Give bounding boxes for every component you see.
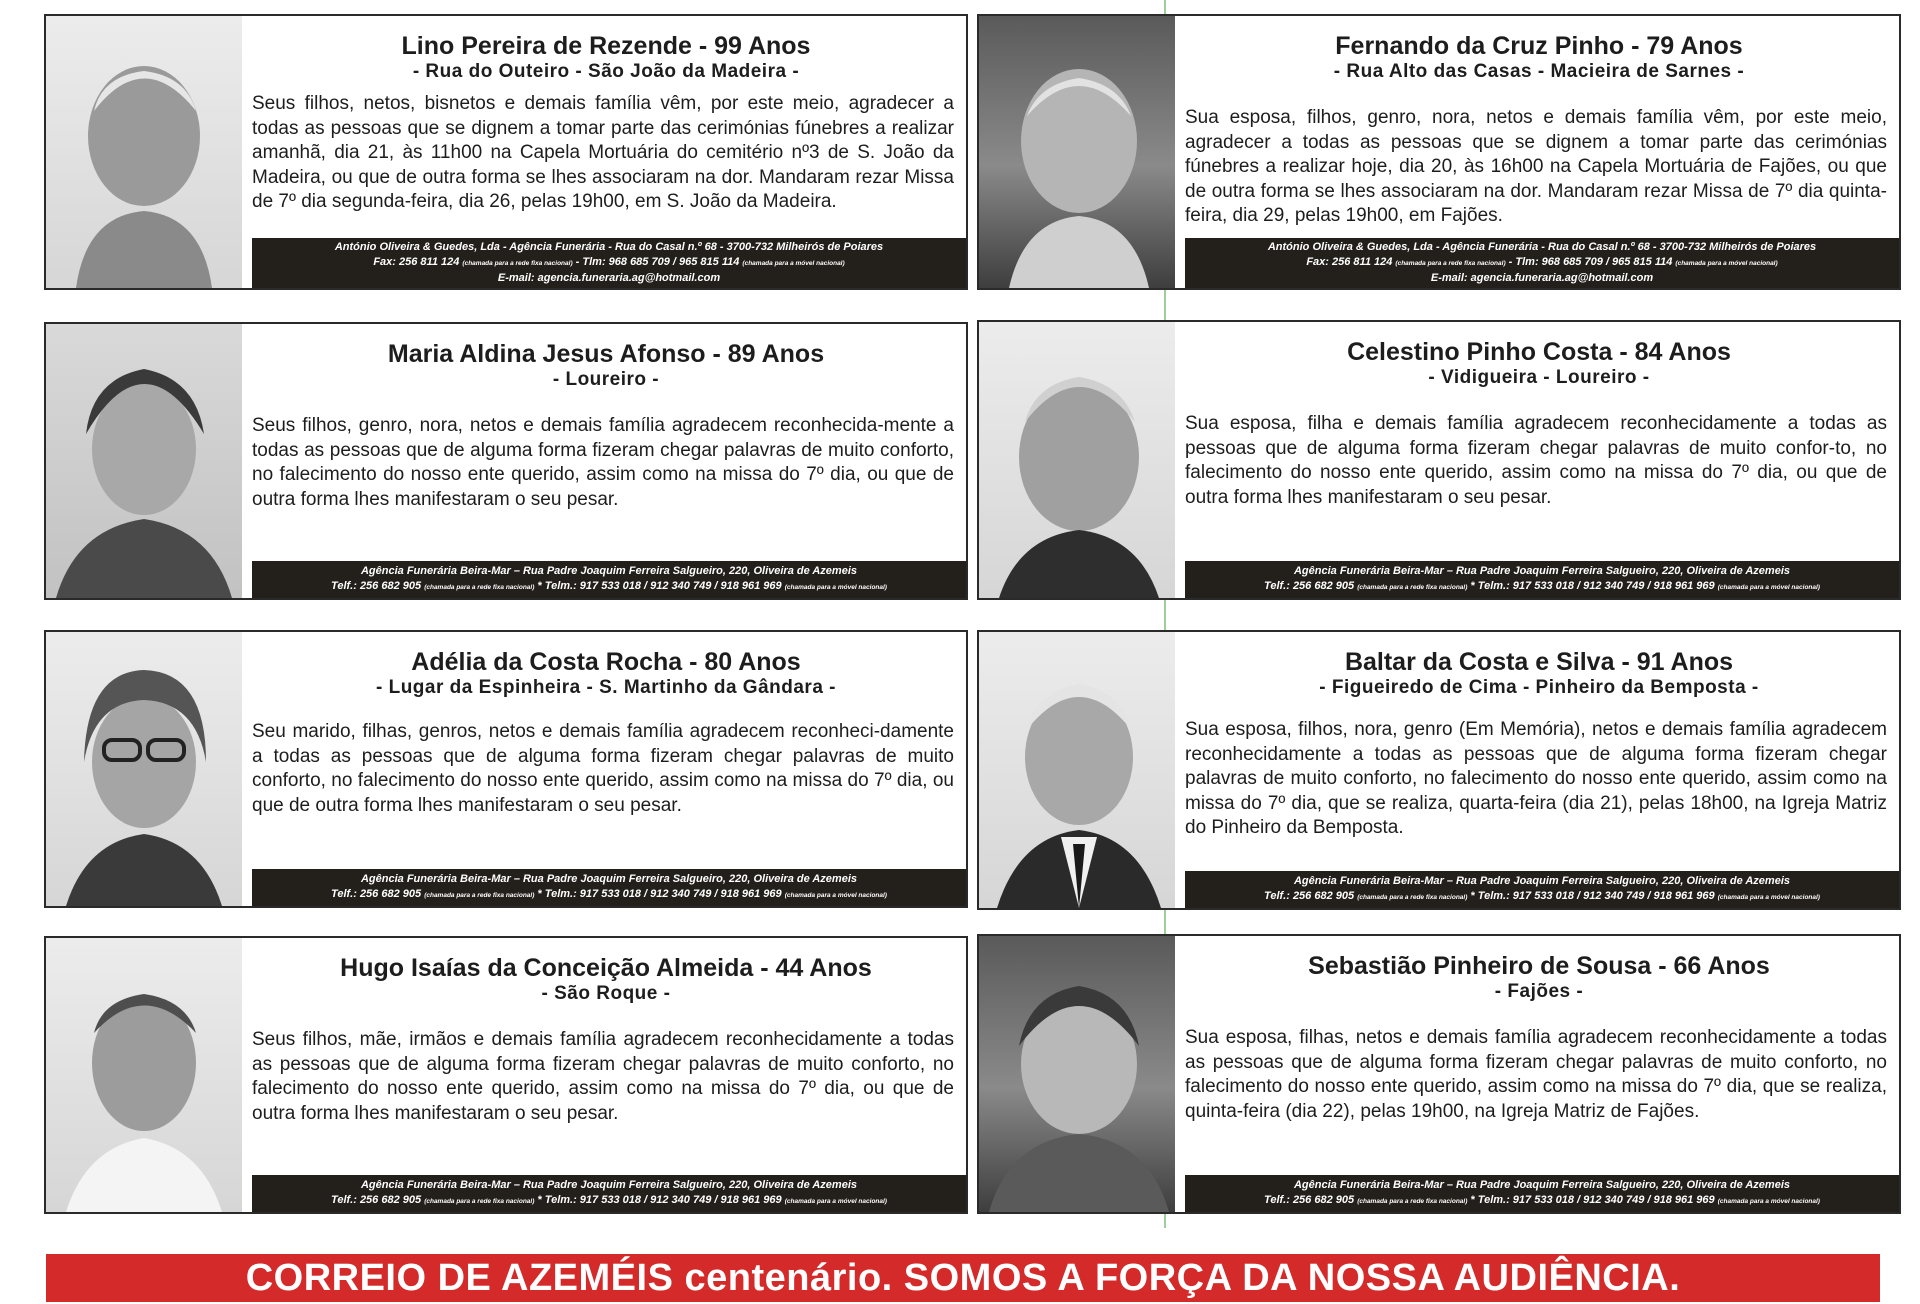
agency-contacts: Telf.: 256 682 905 (chamada para a rede fixa nacional) * Telm.: 917 533 018 / 912 340 749 / 918 961 969 (chamada para a móvel nacional): [331, 1194, 887, 1206]
deceased-name: Celestino Pinho Costa - 84 Anos: [1347, 338, 1731, 366]
agency-address: Agência Funerária Beira-Mar – Rua Padre Joaquim Ferreira Salgueiro, 220, Oliveira de Azemeis: [1293, 1179, 1790, 1191]
portrait-photo: [979, 632, 1175, 908]
deceased-place: - São Roque -: [541, 983, 671, 1004]
agency-address: António Oliveira & Guedes, Lda - Agência Funerária - Rua do Casal n.º 68 - 3700-732 Milheirós de Poiares: [334, 241, 884, 253]
obituary-notice: [44, 322, 968, 600]
portrait-photo: [46, 632, 242, 906]
deceased-place: - Rua do Outeiro - São João da Madeira -: [412, 61, 800, 82]
obituary-notice: [977, 630, 1901, 910]
agency-footer: [252, 1175, 966, 1212]
agency-address: Agência Funerária Beira-Mar – Rua Padre Joaquim Ferreira Salgueiro, 220, Oliveira de Azemeis: [360, 1179, 857, 1191]
agency-footer: [1185, 1175, 1899, 1212]
notice-message: Seu marido, filhas, genros, netos e demais família agradecem reconheci-damente a todas as pessoas que de alguma forma fizeram chegar palavras de muito conforto, no falecimento do nosso ente querido, assim como na missa do 7º dia, ou que de outra forma lhes manifestaram o seu pesar.: [252, 721, 954, 816]
agency-contacts: Telf.: 256 682 905 (chamada para a rede fixa nacional) * Telm.: 917 533 018 / 912 340 749 / 918 961 969 (chamada para a móvel nacional): [1264, 1194, 1820, 1206]
portrait-photo: [46, 938, 242, 1212]
notice-message: Sua esposa, filha e demais família agradecem reconhecidamente a todas as pessoas que de alguma forma fizeram chegar palavras de muito confor-to, no falecimento do nosso ente querido, assim como na missa do 7º dia, ou que de outra forma lhes manifestaram o seu pesar.: [1185, 413, 1887, 508]
deceased-name: Maria Aldina Jesus Afonso - 89 Anos: [387, 340, 825, 368]
newspaper-banner: CORREIO DE AZEMÉIS centenário. SOMOS A FORÇA DA NOSSA AUDIÊNCIA.: [46, 1254, 1880, 1302]
agency-contacts: Telf.: 256 682 905 (chamada para a rede fixa nacional) * Telm.: 917 533 018 / 912 340 749 / 918 961 969 (chamada para a móvel nacional): [331, 580, 887, 592]
deceased-place: - Rua Alto das Casas - Macieira de Sarnes -: [1333, 61, 1745, 82]
agency-email: E-mail: agencia.funeraria.ag@hotmail.com: [1430, 272, 1654, 284]
portrait-photo: [979, 936, 1175, 1212]
agency-footer: [1185, 561, 1899, 598]
obituary-notice: [977, 934, 1901, 1214]
agency-address: Agência Funerária Beira-Mar – Rua Padre Joaquim Ferreira Salgueiro, 220, Oliveira de Azemeis: [1293, 875, 1790, 887]
deceased-place: - Loureiro -: [552, 369, 660, 390]
agency-contacts: Telf.: 256 682 905 (chamada para a rede fixa nacional) * Telm.: 917 533 018 / 912 340 749 / 918 961 969 (chamada para a móvel nacional): [331, 888, 887, 900]
agency-contacts: Telf.: 256 682 905 (chamada para a rede fixa nacional) * Telm.: 917 533 018 / 912 340 749 / 918 961 969 (chamada para a móvel nacional): [1264, 580, 1820, 592]
deceased-place: - Lugar da Espinheira - S. Martinho da Gândara -: [375, 677, 836, 698]
obituary-notice: [44, 630, 968, 908]
deceased-name: Fernando da Cruz Pinho - 79 Anos: [1335, 32, 1743, 60]
deceased-place: - Fajões -: [1494, 981, 1584, 1002]
obituary-notice: [977, 14, 1901, 290]
agency-address: Agência Funerária Beira-Mar – Rua Padre Joaquim Ferreira Salgueiro, 220, Oliveira de Azemeis: [1293, 565, 1790, 577]
agency-address: Agência Funerária Beira-Mar – Rua Padre Joaquim Ferreira Salgueiro, 220, Oliveira de Azemeis: [360, 873, 857, 885]
portrait-photo: [46, 324, 242, 598]
agency-footer: [252, 869, 966, 906]
agency-footer: [1185, 871, 1899, 908]
agency-address: Agência Funerária Beira-Mar – Rua Padre Joaquim Ferreira Salgueiro, 220, Oliveira de Azemeis: [360, 565, 857, 577]
deceased-name: Hugo Isaías da Conceição Almeida - 44 Anos: [340, 954, 872, 982]
agency-email: E-mail: agencia.funeraria.ag@hotmail.com: [497, 272, 721, 284]
obituary-notice: [44, 936, 968, 1214]
agency-contacts: Fax: 256 811 124 (chamada para a rede fixa nacional) - Tlm: 968 685 709 / 965 815 114 (chamada para a móvel nacional): [1306, 256, 1778, 268]
deceased-name: Baltar da Costa e Silva - 91 Anos: [1344, 648, 1734, 676]
portrait-photo: [979, 16, 1175, 288]
deceased-name: Sebastião Pinheiro de Sousa - 66 Anos: [1308, 952, 1770, 980]
notice-message: Seus filhos, mãe, irmãos e demais família agradecem reconhecidamente a todas as pessoas que de alguma forma fizeram chegar palavras de muito conforto, no falecimento do nosso ente querido, assim como na missa do 7º dia, ou que de outra forma lhes manifestaram o seu pesar.: [252, 1029, 954, 1124]
notice-message: Seus filhos, genro, nora, netos e demais família agradecem reconhecida-mente a todas as pessoas que de alguma forma fizeram chegar palavras de muito conforto, no falecimento do nosso ente querido, assim como na missa do 7º dia, ou que de outra forma lhes manifestaram o seu pesar.: [252, 415, 954, 510]
deceased-name: Lino Pereira de Rezende - 99 Anos: [401, 32, 811, 60]
deceased-place: - Vidigueira - Loureiro -: [1428, 367, 1650, 388]
deceased-place: - Figueiredo de Cima - Pinheiro da Bemposta -: [1319, 677, 1759, 698]
agency-footer: [252, 561, 966, 598]
agency-contacts: Fax: 256 811 124 (chamada para a rede fixa nacional) - Tlm: 968 685 709 / 965 815 114 (chamada para a móvel nacional): [373, 256, 845, 268]
notice-message: Seus filhos, netos, bisnetos e demais família vêm, por este meio, agradecer a todas as pessoas que se dignem a tomar parte das cerimónias fúnebres a realizar amanhã, dia 21, às 11h00 na Capela Mortuária do cemitério nº3 de S. João da Madeira, ou que de outra forma se lhes associaram na dor. Mandaram rezar Missa de 7º dia segunda-feira, dia 26, pelas 19h00, em S. João da Madeira.: [252, 93, 954, 212]
obituary-notice: [44, 14, 968, 290]
notice-message: Sua esposa, filhos, genro, nora, netos e demais família vêm, por este meio, agradecer a todas as pessoas que se dignem a tomar parte das cerimónias fúnebres a realizar hoje, dia 20, às 16h00 na Capela Mortuária de Fajões, ou que de outra forma se lhes associaram na dor. Mandaram rezar Missa de 7º dia quinta-feira, dia 29, pelas 19h00, em Fajões.: [1185, 107, 1887, 226]
agency-address: António Oliveira & Guedes, Lda - Agência Funerária - Rua do Casal n.º 68 - 3700-732 Milheirós de Poiares: [1267, 241, 1817, 253]
agency-footer: [1185, 238, 1899, 288]
agency-footer: [252, 238, 966, 288]
portrait-photo: [46, 16, 242, 288]
obituary-notice: [977, 320, 1901, 600]
deceased-name: Adélia da Costa Rocha - 80 Anos: [411, 648, 801, 676]
agency-contacts: Telf.: 256 682 905 (chamada para a rede fixa nacional) * Telm.: 917 533 018 / 912 340 749 / 918 961 969 (chamada para a móvel nacional): [1264, 890, 1820, 902]
portrait-photo: [979, 322, 1175, 598]
notice-message: Sua esposa, filhas, netos e demais família agradecem reconhecidamente a todas as pessoas que de alguma forma fizeram chegar palavras de muito conforto, no falecimento do nosso ente querido, assim como na missa do 7º dia, que se realiza, quinta-feira (dia 22), pelas 19h00, na Igreja Matriz de Fajões.: [1185, 1027, 1887, 1122]
notice-message: Sua esposa, filhos, nora, genro (Em Memória), netos e demais família agradecem reconhecidamente a todas as pessoas que de alguma forma fizeram chegar palavras de muito conforto, no falecimento do nosso ente querido, assim como na missa do 7º dia, que se realiza, quarta-feira (dia 21), pelas 18h00, na Igreja Matriz do Pinheiro da Bemposta.: [1185, 719, 1887, 838]
